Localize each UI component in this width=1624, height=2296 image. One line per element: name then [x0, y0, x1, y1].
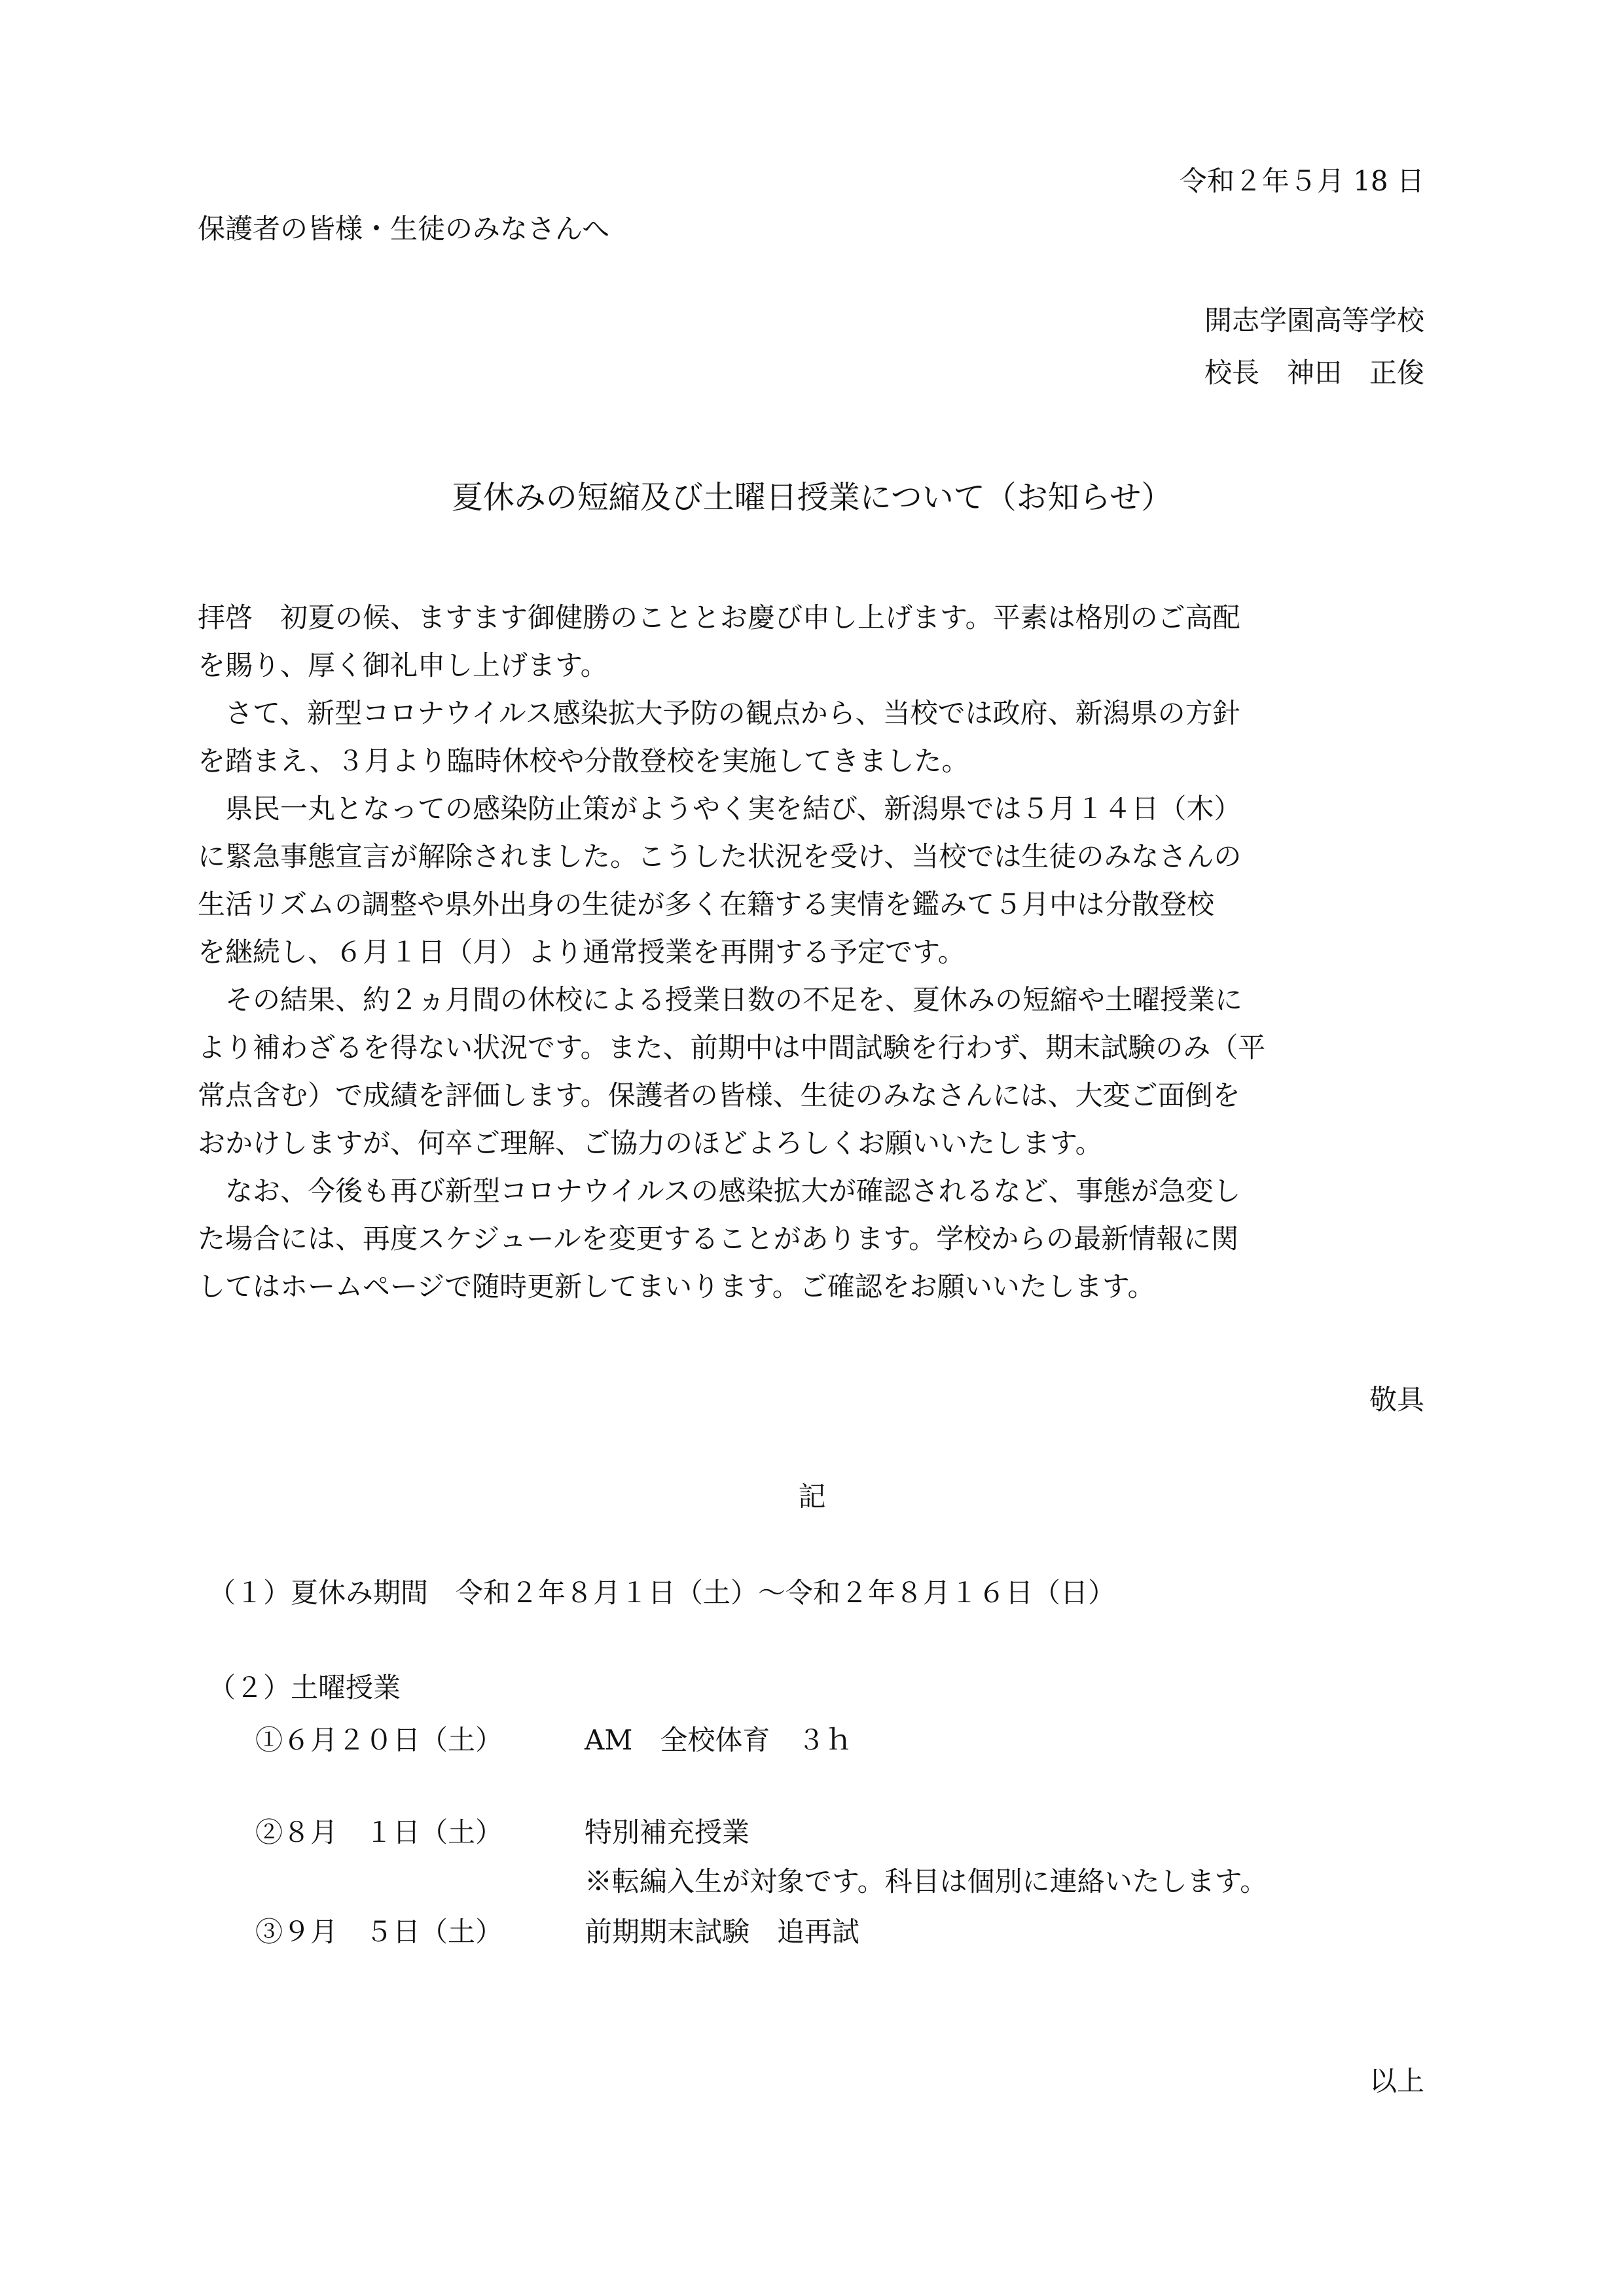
body-line: 生活リズムの調整や県外出身の生徒が多く在籍する実情を鑑みて５月中は分散登校: [198, 888, 1215, 920]
body-line: を賜り、厚く御礼申し上げます。: [198, 649, 608, 681]
schedule-date: ③９月 ５日（土）: [255, 1916, 503, 1948]
body-line: を継続し、６月１日（月）より通常授業を再開する予定です。: [198, 936, 965, 968]
letter-body: [198, 594, 1428, 1310]
body-line: してはホームページで随時更新してまいります。ご確認をお願いいたします。: [198, 1270, 1155, 1302]
schedule-description: AM 全校体育 ３ｈ: [585, 1724, 853, 1756]
document-date: 令和２年５月 18 日: [1179, 165, 1424, 197]
body-line: 常点含む）で成績を評価します。保護者の皆様、生徒のみなさんには、大変ご面倒を: [198, 1079, 1240, 1111]
item-summer-vacation: （１）夏休み期間 令和２年８月１日（土）～令和２年８月１６日（日）: [208, 1577, 1116, 1609]
body-line: に緊急事態宣言が解除されました。こうした状況を受け、当校では生徒のみなさんの: [198, 840, 1242, 872]
body-line: なお、今後も再び新型コロナウイルスの感染拡大が確認されるなど、事態が急変し: [198, 1175, 1241, 1207]
body-line: その結果、約２ヵ月間の休校による授業日数の不足を、夏休みの短縮や土曜授業に: [198, 984, 1243, 1016]
sender-school: 開志学園高等学校: [1204, 304, 1424, 336]
body-line: おかけしますが、何卒ご理解、ご協力のほどよろしくお願いいたします。: [198, 1127, 1103, 1159]
body-line: 拝啓 初夏の候、ますます御健勝のこととお慶び申し上げます。平素は格別のご高配: [198, 601, 1240, 634]
schedule-date: ②８月 １日（土）: [255, 1816, 503, 1848]
body-line: た場合には、再度スケジュールを変更することがあります。学校からの最新情報に関: [198, 1223, 1239, 1255]
body-line: を踏まえ、３月より臨時休校や分散登校を実施してきました。: [198, 745, 969, 777]
item-saturday-classes-heading: （２）土曜授業: [208, 1672, 401, 1704]
schedule-description: 前期期末試験 追再試: [585, 1916, 860, 1948]
document-title: 夏休みの短縮及び土曜日授業について（お知らせ）: [451, 479, 1173, 516]
body-line: より補わざるを得ない状況です。また、前期中は中間試験を行わず、期末試験のみ（平: [198, 1031, 1266, 1064]
body-line: 県民一丸となっての感染防止策がようやく実を結び、新潟県では５月１４日（木）: [198, 793, 1242, 825]
closing-keigu: 敬具: [1369, 1384, 1424, 1416]
ki-heading: 記: [798, 1480, 826, 1513]
closing-ijou: 以上: [1369, 2065, 1424, 2097]
schedule-description: 特別補充授業: [585, 1816, 750, 1848]
body-line: さて、新型コロナウイルス感染拡大予防の観点から、当校では政府、新潟県の方針: [198, 697, 1240, 729]
schedule-note: ※転編入生が対象です。科目は個別に連絡いたします。: [585, 1865, 1268, 1897]
schedule-date: ①６月２０日（土）: [255, 1724, 503, 1756]
sender-principal: 校長 神田 正俊: [1204, 357, 1424, 389]
addressee: 保護者の皆様・生徒のみなさんへ: [198, 213, 610, 245]
